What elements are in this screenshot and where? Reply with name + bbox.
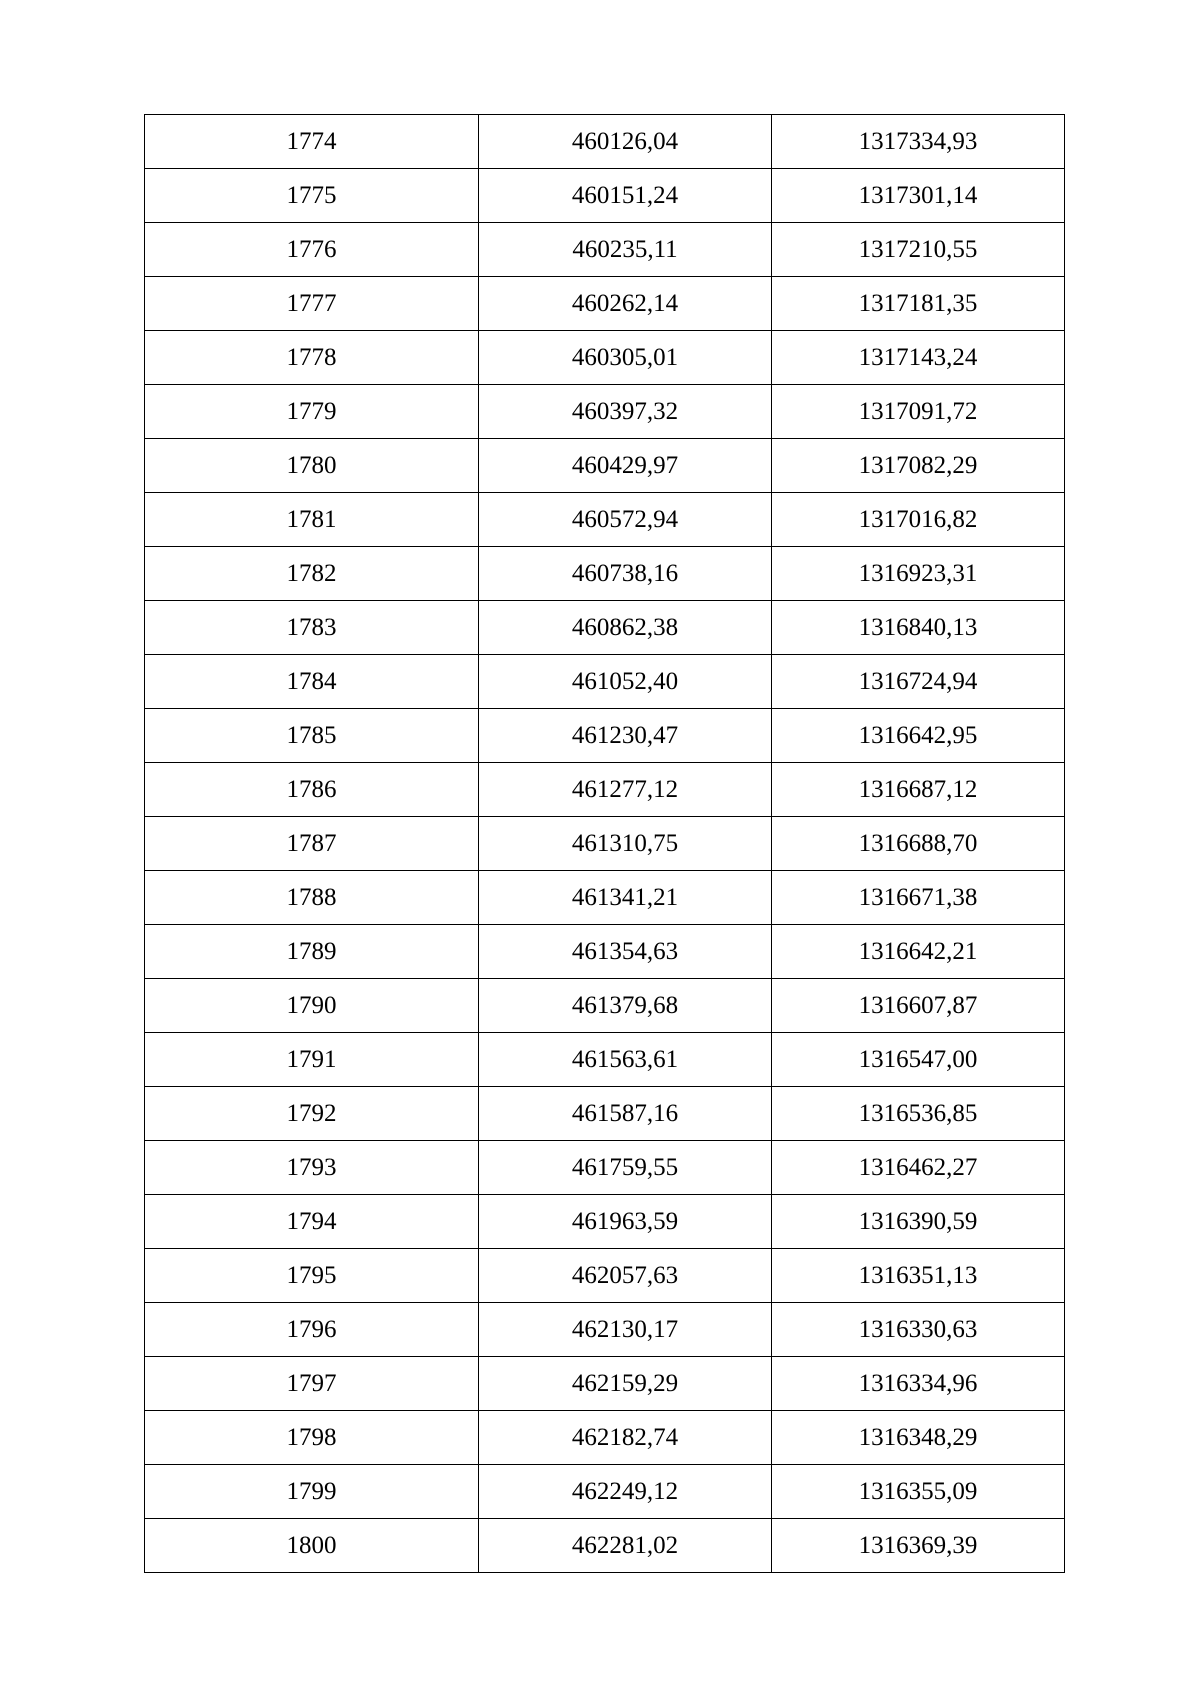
x-coordinate-cell: 462159,29 (479, 1357, 772, 1411)
point-number-cell: 1785 (145, 709, 479, 763)
x-coordinate-cell: 460305,01 (479, 331, 772, 385)
table-row (145, 601, 1065, 655)
y-coordinate-cell: 1317091,72 (772, 385, 1065, 439)
point-number-cell: 1774 (145, 115, 479, 169)
table-row (145, 979, 1065, 1033)
table-row (145, 385, 1065, 439)
x-coordinate-cell: 461354,63 (479, 925, 772, 979)
table-row (145, 439, 1065, 493)
y-coordinate-cell: 1317181,35 (772, 277, 1065, 331)
point-number-cell: 1778 (145, 331, 479, 385)
point-number-cell: 1792 (145, 1087, 479, 1141)
y-coordinate-cell: 1316348,29 (772, 1411, 1065, 1465)
table-row (145, 1357, 1065, 1411)
x-coordinate-cell: 460862,38 (479, 601, 772, 655)
y-coordinate-cell: 1316462,27 (772, 1141, 1065, 1195)
y-coordinate-cell: 1316687,12 (772, 763, 1065, 817)
y-coordinate-cell: 1316536,85 (772, 1087, 1065, 1141)
x-coordinate-cell: 461230,47 (479, 709, 772, 763)
y-coordinate-cell: 1317301,14 (772, 169, 1065, 223)
y-coordinate-cell: 1317210,55 (772, 223, 1065, 277)
table-row (145, 493, 1065, 547)
x-coordinate-cell: 460151,24 (479, 169, 772, 223)
point-number-cell: 1786 (145, 763, 479, 817)
y-coordinate-cell: 1316351,13 (772, 1249, 1065, 1303)
x-coordinate-cell: 460397,32 (479, 385, 772, 439)
x-coordinate-cell: 461277,12 (479, 763, 772, 817)
y-coordinate-cell: 1316607,87 (772, 979, 1065, 1033)
point-number-cell: 1793 (145, 1141, 479, 1195)
x-coordinate-cell: 460572,94 (479, 493, 772, 547)
table-row (145, 1411, 1065, 1465)
x-coordinate-cell: 461759,55 (479, 1141, 772, 1195)
table-row (145, 169, 1065, 223)
table-row (145, 655, 1065, 709)
x-coordinate-cell: 461310,75 (479, 817, 772, 871)
point-number-cell: 1783 (145, 601, 479, 655)
table-row (145, 1087, 1065, 1141)
table-row (145, 709, 1065, 763)
table-row (145, 1465, 1065, 1519)
point-number-cell: 1781 (145, 493, 479, 547)
y-coordinate-cell: 1316369,39 (772, 1519, 1065, 1573)
table-row (145, 871, 1065, 925)
y-coordinate-cell: 1316840,13 (772, 601, 1065, 655)
x-coordinate-cell: 462130,17 (479, 1303, 772, 1357)
table-row (145, 1519, 1065, 1573)
point-number-cell: 1780 (145, 439, 479, 493)
point-number-cell: 1794 (145, 1195, 479, 1249)
table-row (145, 1141, 1065, 1195)
y-coordinate-cell: 1316671,38 (772, 871, 1065, 925)
point-number-cell: 1797 (145, 1357, 479, 1411)
table-row (145, 1195, 1065, 1249)
point-number-cell: 1787 (145, 817, 479, 871)
point-number-cell: 1799 (145, 1465, 479, 1519)
coordinates-table-body (145, 115, 1065, 1573)
y-coordinate-cell: 1316642,95 (772, 709, 1065, 763)
table-row (145, 115, 1065, 169)
x-coordinate-cell: 461563,61 (479, 1033, 772, 1087)
table-row (145, 547, 1065, 601)
table-row (145, 223, 1065, 277)
y-coordinate-cell: 1316334,96 (772, 1357, 1065, 1411)
x-coordinate-cell: 462281,02 (479, 1519, 772, 1573)
table-row (145, 1249, 1065, 1303)
point-number-cell: 1798 (145, 1411, 479, 1465)
x-coordinate-cell: 462249,12 (479, 1465, 772, 1519)
point-number-cell: 1777 (145, 277, 479, 331)
point-number-cell: 1784 (145, 655, 479, 709)
x-coordinate-cell: 461963,59 (479, 1195, 772, 1249)
point-number-cell: 1782 (145, 547, 479, 601)
table-row (145, 763, 1065, 817)
y-coordinate-cell: 1316724,94 (772, 655, 1065, 709)
point-number-cell: 1795 (145, 1249, 479, 1303)
x-coordinate-cell: 460429,97 (479, 439, 772, 493)
y-coordinate-cell: 1316688,70 (772, 817, 1065, 871)
y-coordinate-cell: 1317016,82 (772, 493, 1065, 547)
x-coordinate-cell: 460235,11 (479, 223, 772, 277)
point-number-cell: 1776 (145, 223, 479, 277)
y-coordinate-cell: 1316330,63 (772, 1303, 1065, 1357)
x-coordinate-cell: 462057,63 (479, 1249, 772, 1303)
x-coordinate-cell: 461379,68 (479, 979, 772, 1033)
point-number-cell: 1800 (145, 1519, 479, 1573)
point-number-cell: 1775 (145, 169, 479, 223)
table-row (145, 331, 1065, 385)
table-row (145, 925, 1065, 979)
x-coordinate-cell: 460126,04 (479, 115, 772, 169)
point-number-cell: 1779 (145, 385, 479, 439)
x-coordinate-cell: 460738,16 (479, 547, 772, 601)
y-coordinate-cell: 1316642,21 (772, 925, 1065, 979)
point-number-cell: 1789 (145, 925, 479, 979)
y-coordinate-cell: 1316390,59 (772, 1195, 1065, 1249)
y-coordinate-cell: 1316923,31 (772, 547, 1065, 601)
point-number-cell: 1791 (145, 1033, 479, 1087)
y-coordinate-cell: 1316355,09 (772, 1465, 1065, 1519)
table-row (145, 1033, 1065, 1087)
point-number-cell: 1788 (145, 871, 479, 925)
y-coordinate-cell: 1317334,93 (772, 115, 1065, 169)
x-coordinate-cell: 461587,16 (479, 1087, 772, 1141)
table-row (145, 277, 1065, 331)
x-coordinate-cell: 460262,14 (479, 277, 772, 331)
y-coordinate-cell: 1317082,29 (772, 439, 1065, 493)
coordinates-table (144, 114, 1065, 1573)
table-row (145, 817, 1065, 871)
x-coordinate-cell: 462182,74 (479, 1411, 772, 1465)
x-coordinate-cell: 461052,40 (479, 655, 772, 709)
y-coordinate-cell: 1316547,00 (772, 1033, 1065, 1087)
y-coordinate-cell: 1317143,24 (772, 331, 1065, 385)
x-coordinate-cell: 461341,21 (479, 871, 772, 925)
table-row (145, 1303, 1065, 1357)
point-number-cell: 1796 (145, 1303, 479, 1357)
point-number-cell: 1790 (145, 979, 479, 1033)
